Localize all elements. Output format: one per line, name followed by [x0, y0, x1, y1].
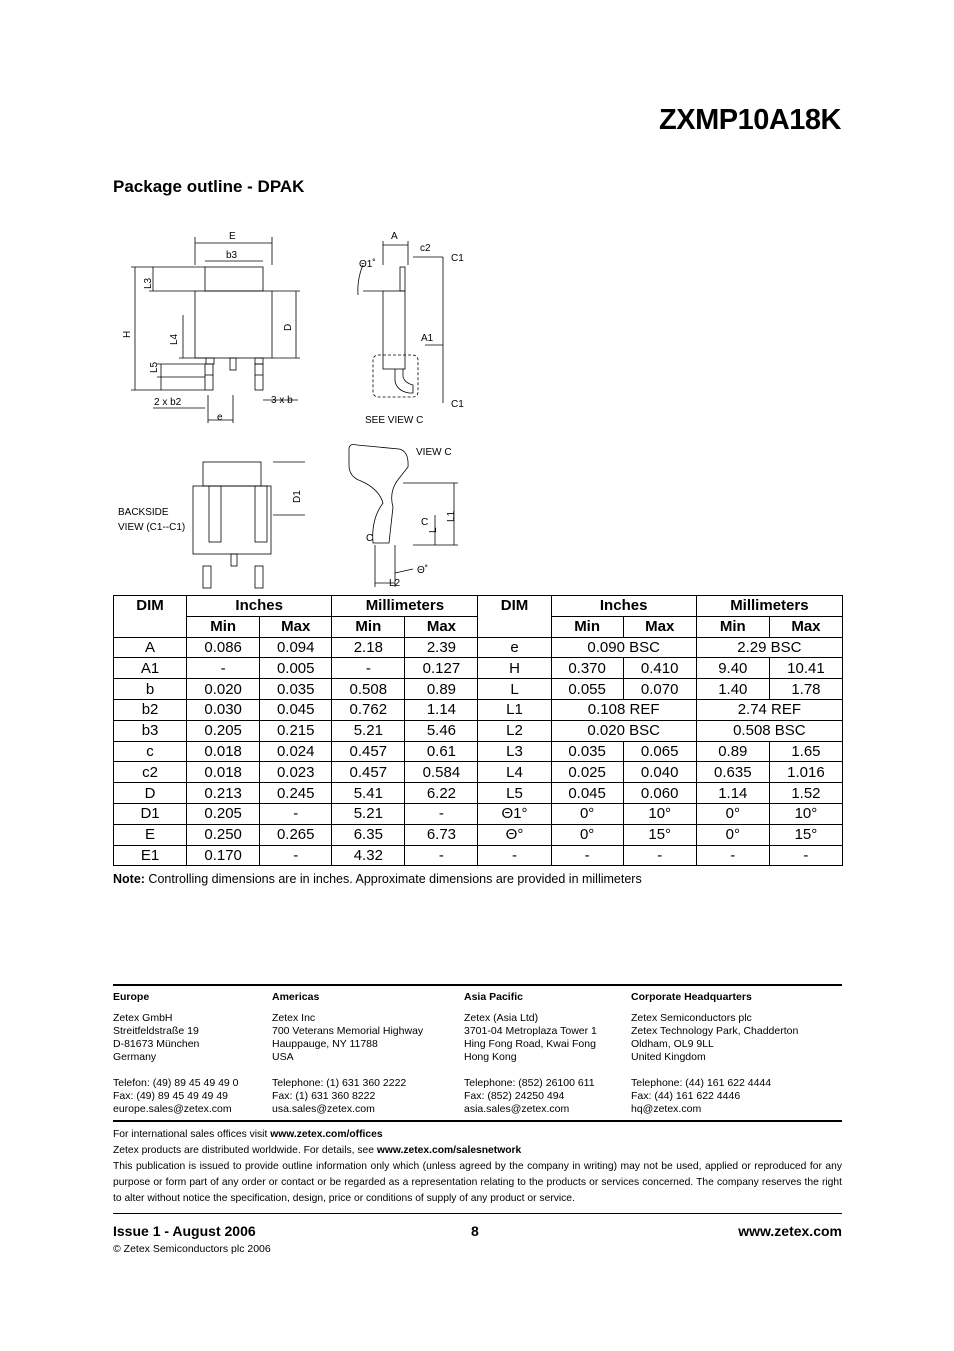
address-line: Zetex Inc [272, 1012, 316, 1024]
table-cell: 15° [769, 824, 842, 845]
intl-prefix: For international sales offices visit [113, 1129, 271, 1140]
table-cell: 2.18 [332, 637, 405, 658]
address-line: Hauppauge, NY 11788 [272, 1038, 378, 1050]
office-americas [272, 991, 423, 1116]
table-cell: 0.127 [405, 658, 478, 679]
label-C1-top: C1 [451, 253, 464, 264]
table-cell: 0.025 [551, 762, 623, 783]
table-cell: 0.055 [551, 679, 623, 700]
table-cell: - [551, 845, 623, 866]
table-cell: - [332, 658, 405, 679]
table-cell: 6.73 [405, 824, 478, 845]
contact-line: Telefon: (49) 89 45 49 49 0 [113, 1077, 239, 1089]
issue-date: Issue 1 - August 2006 [113, 1223, 256, 1239]
table-cell: 0.108 REF [551, 699, 696, 720]
label-L5: L5 [149, 361, 160, 373]
table-cell: 0.265 [260, 824, 332, 845]
table-cell: A1 [114, 658, 187, 679]
table-cell: 0.89 [696, 741, 769, 762]
note-label: Note: [113, 872, 145, 886]
table-cell: e [478, 637, 551, 658]
header-max: Max [623, 616, 696, 637]
dist-prefix: Zetex products are distributed worldwide. For details, see [113, 1145, 377, 1156]
table-cell: 10.41 [769, 658, 842, 679]
office-europe [113, 991, 239, 1116]
contact-line: Telephone: (1) 631 360 2222 [272, 1077, 407, 1089]
address-line: 3701-04 Metroplaza Tower 1 [464, 1025, 597, 1037]
table-cell: 0° [551, 803, 623, 824]
label-H: H [122, 330, 133, 338]
table-cell: 0.508 BSC [696, 720, 842, 741]
table-cell: L2 [478, 720, 551, 741]
label-L4: L4 [169, 333, 180, 345]
table-cell: 2.74 REF [696, 699, 842, 720]
table-cell: 0.762 [332, 699, 405, 720]
table-note [113, 872, 642, 886]
offices-link[interactable]: www.zetex.com/offices [270, 1129, 383, 1140]
table-cell: D [114, 783, 187, 804]
page-number: 8 [471, 1223, 479, 1239]
header-dim-left: DIM [114, 596, 187, 638]
address-line: Zetex Semiconductors plc [631, 1012, 752, 1024]
table-cell: 0° [696, 803, 769, 824]
table-cell: E [114, 824, 187, 845]
table-cell: b [114, 679, 187, 700]
table-cell: 0.61 [405, 741, 478, 762]
contact-line: Telephone: (44) 161 622 4444 [631, 1077, 772, 1089]
table-cell: 1.65 [769, 741, 842, 762]
table-cell: 0.086 [187, 637, 260, 658]
table-cell: 10° [769, 803, 842, 824]
table-cell: E1 [114, 845, 187, 866]
table-cell: 0.090 BSC [551, 637, 696, 658]
office-asia-pacific [464, 991, 597, 1116]
note-text: Controlling dimensions are in inches. Approximate dimensions are provided in millimeters [144, 872, 642, 886]
contact-email[interactable]: usa.sales@zetex.com [272, 1103, 375, 1115]
header-min: Min [696, 616, 769, 637]
contact-email[interactable]: hq@zetex.com [631, 1103, 702, 1115]
header-mm-right: Millimeters [696, 596, 842, 617]
offices-bottom-rule [113, 1120, 842, 1122]
table-cell: 2.39 [405, 637, 478, 658]
table-cell: 0.045 [260, 699, 332, 720]
table-cell: 0.035 [551, 741, 623, 762]
label-theta1: Θ1˚ [359, 259, 376, 270]
table-cell: 0.045 [551, 783, 623, 804]
header-min: Min [187, 616, 260, 637]
header-max: Max [769, 616, 842, 637]
office-contact [272, 1077, 423, 1116]
table-cell: - [696, 845, 769, 866]
website-link[interactable]: www.zetex.com [738, 1223, 842, 1239]
office-heading: Corporate Headquarters [631, 991, 752, 1003]
table-cell: Θ° [478, 824, 551, 845]
label-b3: b3 [226, 250, 238, 261]
label-backside-1: BACKSIDE [118, 507, 169, 518]
header-inches-left: Inches [187, 596, 332, 617]
table-cell: 5.21 [332, 720, 405, 741]
office-address [113, 1012, 239, 1064]
address-line: United Kingdom [631, 1051, 706, 1063]
table-row [114, 679, 843, 700]
office-address [464, 1012, 597, 1064]
table-cell: 15° [623, 824, 696, 845]
table-cell: 0.065 [623, 741, 696, 762]
table-cell: 0.215 [260, 720, 332, 741]
table-cell: D1 [114, 803, 187, 824]
address-line: Zetex (Asia Ltd) [464, 1012, 539, 1024]
table-cell: 0.020 [187, 679, 260, 700]
table-row [114, 741, 843, 762]
table-cell: H [478, 658, 551, 679]
table-cell: - [623, 845, 696, 866]
dimensions-table [113, 595, 843, 866]
table-cell: 0.508 [332, 679, 405, 700]
table-row [114, 824, 843, 845]
intl-sales-line [113, 1127, 842, 1143]
table-row [114, 845, 843, 866]
office-contact [631, 1077, 798, 1116]
table-cell: - [260, 803, 332, 824]
table-cell: L3 [478, 741, 551, 762]
table-cell: 0.457 [332, 762, 405, 783]
label-A1: A1 [421, 333, 434, 344]
table-cell: 0.213 [187, 783, 260, 804]
table-cell: b3 [114, 720, 187, 741]
table-cell: L1 [478, 699, 551, 720]
section-title: Package outline - DPAK [113, 177, 305, 196]
contact-line: Fax: (852) 24250 494 [464, 1090, 565, 1102]
address-line: Oldham, OL9 9LL [631, 1038, 714, 1050]
table-header-row-1 [114, 596, 843, 617]
table-row [114, 637, 843, 658]
table-cell: - [187, 658, 260, 679]
table-cell: 4.32 [332, 845, 405, 866]
table-cell: 0.023 [260, 762, 332, 783]
table-cell: 1.40 [696, 679, 769, 700]
label-c-left: C [366, 533, 374, 544]
office-heading: Americas [272, 991, 320, 1003]
label-c-right: C [421, 517, 429, 528]
view-c [349, 445, 458, 588]
header-min: Min [551, 616, 623, 637]
table-cell: A [114, 637, 187, 658]
address-line: Hong Kong [464, 1051, 517, 1063]
office-contact [113, 1077, 239, 1116]
label-C1-bottom: C1 [451, 399, 464, 410]
label-D: D [283, 323, 294, 331]
table-row [114, 762, 843, 783]
header-max: Max [260, 616, 332, 637]
contact-email[interactable]: europe.sales@zetex.com [113, 1103, 232, 1115]
table-cell: - [405, 845, 478, 866]
table-cell: c2 [114, 762, 187, 783]
table-cell: - [405, 803, 478, 824]
table-cell: 0.020 BSC [551, 720, 696, 741]
table-cell: 0.205 [187, 720, 260, 741]
dimensions-table-body [114, 637, 843, 866]
table-cell: 1.14 [696, 783, 769, 804]
contact-line: Telephone: (852) 26100 611 [464, 1077, 595, 1089]
label-L2: L2 [389, 578, 401, 589]
label-c2: c2 [420, 243, 431, 254]
salesnetwork-link[interactable]: www.zetex.com/salesnetwork [376, 1145, 522, 1156]
header-max: Max [405, 616, 478, 637]
disclaimer: This publication is issued to provide outline information only which (unless agreed by the company in writing) may not be used, applied or reproduced for any purpose or form part of any order or contact or be regarded as a representation relating to the products or services concerned. The company reserves the right to alter without notice the specification, design, price or conditions of supply of any product or service. [113, 1161, 842, 1204]
table-cell: 0.584 [405, 762, 478, 783]
header-inches-right: Inches [551, 596, 696, 617]
label-see-view-c: SEE VIEW C [365, 415, 424, 426]
office-address [272, 1012, 423, 1064]
table-cell: 0.635 [696, 762, 769, 783]
table-cell: 6.35 [332, 824, 405, 845]
footer-rule [113, 1213, 842, 1214]
table-cell: 0.370 [551, 658, 623, 679]
table-cell: 10° [623, 803, 696, 824]
table-row [114, 720, 843, 741]
label-L3: L3 [143, 277, 154, 289]
label-backside-2: VIEW (C1--C1) [118, 522, 186, 533]
table-cell: 0.410 [623, 658, 696, 679]
table-cell: 0.018 [187, 741, 260, 762]
table-cell: L [478, 679, 551, 700]
contact-email[interactable]: asia.sales@zetex.com [464, 1103, 570, 1115]
label-theta: Θ˚ [417, 565, 429, 576]
address-line: Hing Fong Road, Kwai Fong [464, 1038, 596, 1050]
address-line: Zetex Technology Park, Chadderton [631, 1025, 799, 1037]
table-cell: 2.29 BSC [696, 637, 842, 658]
address-line: 700 Veterans Memorial Highway [272, 1025, 424, 1037]
table-cell: b2 [114, 699, 187, 720]
table-cell: 0.457 [332, 741, 405, 762]
contact-line: Fax: (49) 89 45 49 49 49 [113, 1090, 228, 1102]
table-cell: 9.40 [696, 658, 769, 679]
part-number: ZXMP10A18K [659, 104, 841, 136]
office-corporate-hq [631, 991, 798, 1116]
table-cell: 6.22 [405, 783, 478, 804]
label-view-c: VIEW C [416, 447, 452, 458]
table-row [114, 699, 843, 720]
table-cell: 0.205 [187, 803, 260, 824]
label-e: e [217, 412, 223, 423]
office-heading: Europe [113, 991, 150, 1003]
label-3xb: 3 x b [271, 395, 293, 406]
label-A: A [391, 231, 398, 242]
table-cell: 5.46 [405, 720, 478, 741]
table-cell: 0.018 [187, 762, 260, 783]
table-cell: 0.170 [187, 845, 260, 866]
table-cell: 0.030 [187, 699, 260, 720]
backside-view [193, 462, 305, 588]
table-cell: 0.250 [187, 824, 260, 845]
table-cell: 5.21 [332, 803, 405, 824]
package-outline-drawing [113, 225, 473, 595]
table-row [114, 803, 843, 824]
label-2xb2: 2 x b2 [154, 397, 182, 408]
table-cell: 1.016 [769, 762, 842, 783]
contact-line: Fax: (44) 161 622 4446 [631, 1090, 741, 1102]
label-L: L [428, 527, 439, 533]
table-cell: 0.094 [260, 637, 332, 658]
table-cell: - [769, 845, 842, 866]
table-cell: 0.245 [260, 783, 332, 804]
address-line: USA [272, 1051, 294, 1063]
table-cell: 0.024 [260, 741, 332, 762]
offices-top-rule [113, 984, 842, 986]
address-line: D-81673 München [113, 1038, 200, 1050]
office-heading: Asia Pacific [464, 991, 523, 1003]
label-L1: L1 [446, 510, 457, 522]
address-line: Germany [113, 1051, 157, 1063]
table-cell: L5 [478, 783, 551, 804]
header-dim-right: DIM [478, 596, 551, 638]
office-address [631, 1012, 798, 1064]
table-cell: - [260, 845, 332, 866]
table-cell: c [114, 741, 187, 762]
address-line: Streitfeldstraße 19 [113, 1025, 199, 1037]
table-cell: 0.070 [623, 679, 696, 700]
table-cell: 0.060 [623, 783, 696, 804]
contact-line: Fax: (1) 631 360 8222 [272, 1090, 376, 1102]
table-cell: 0.035 [260, 679, 332, 700]
distribution-line [113, 1143, 842, 1159]
table-cell: 5.41 [332, 783, 405, 804]
table-cell: 1.52 [769, 783, 842, 804]
office-contact [464, 1077, 597, 1116]
table-cell: 0° [696, 824, 769, 845]
table-row [114, 783, 843, 804]
header-mm-left: Millimeters [332, 596, 478, 617]
table-cell: 0° [551, 824, 623, 845]
copyright: © Zetex Semiconductors plc 2006 [113, 1243, 271, 1255]
table-cell: 0.89 [405, 679, 478, 700]
table-row [114, 658, 843, 679]
label-D1: D1 [292, 490, 303, 503]
address-line: Zetex GmbH [113, 1012, 173, 1024]
header-min: Min [332, 616, 405, 637]
label-E: E [229, 231, 236, 242]
table-cell: L4 [478, 762, 551, 783]
table-cell: 1.14 [405, 699, 478, 720]
table-cell: 1.78 [769, 679, 842, 700]
table-cell: 0.005 [260, 658, 332, 679]
table-cell: - [478, 845, 551, 866]
table-cell: Θ1° [478, 803, 551, 824]
table-cell: 0.040 [623, 762, 696, 783]
